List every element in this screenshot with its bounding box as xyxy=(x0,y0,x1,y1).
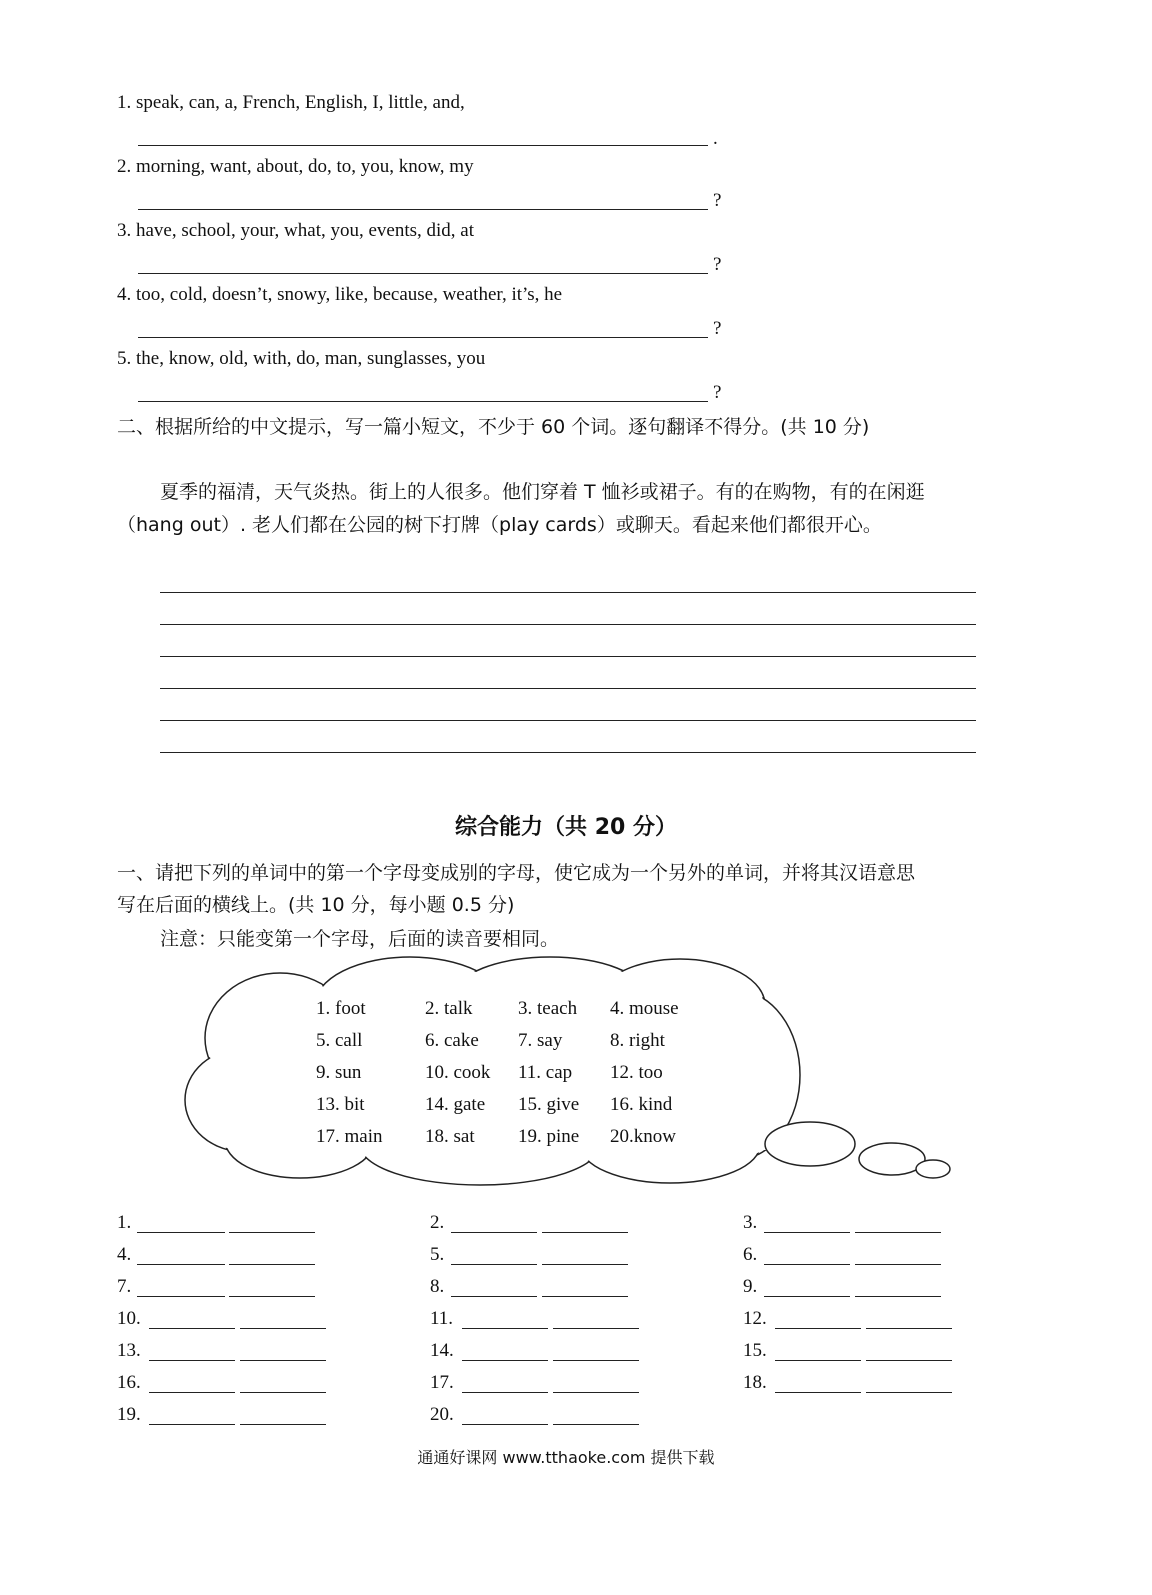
writing-heading: 二、根据所给的中文提示，写一篇小短文，不少于 60 个词。逐句翻译不得分。(共 10 分) xyxy=(117,416,870,438)
answer-blank[interactable] xyxy=(462,1360,548,1361)
instruction-line-2: 写在后面的横线上。(共 10 分，每小题 0.5 分) xyxy=(117,894,515,916)
answer-blank[interactable] xyxy=(553,1424,639,1425)
word-item: 2. talk xyxy=(425,998,473,1019)
answer-number: 14. xyxy=(430,1340,454,1361)
answer-number: 20. xyxy=(430,1404,454,1425)
answer-blank[interactable] xyxy=(149,1392,235,1393)
answer-blank[interactable] xyxy=(149,1424,235,1425)
writing-line[interactable] xyxy=(160,720,976,721)
question-2-end: ? xyxy=(713,190,722,211)
answer-number: 15. xyxy=(743,1340,767,1361)
question-4-end: ? xyxy=(713,318,722,339)
footer-credit: 通通好课网 www.tthaoke.com 提供下载 xyxy=(417,1448,715,1467)
answer-blank[interactable] xyxy=(542,1232,628,1233)
word-item: 14. gate xyxy=(425,1094,486,1115)
answer-blank[interactable] xyxy=(542,1296,628,1297)
answer-number: 4. xyxy=(117,1244,132,1265)
writing-line[interactable] xyxy=(160,624,976,625)
writing-line[interactable] xyxy=(160,592,976,593)
writing-prompt-line-2: （hang out）. 老人们都在公园的树下打牌（play cards）或聊天。看起来他们都很开心。 xyxy=(117,514,882,536)
answer-blank[interactable] xyxy=(462,1328,548,1329)
question-5-words: 5. the, know, old, with, do, man, sunglasses, you xyxy=(117,348,486,369)
answer-number: 7. xyxy=(117,1276,132,1297)
word-item: 6. cake xyxy=(425,1030,479,1051)
question-5-end: ? xyxy=(713,382,722,403)
answer-number: 13. xyxy=(117,1340,141,1361)
answer-number: 6. xyxy=(743,1244,758,1265)
question-4-words: 4. too, cold, doesn’t, snowy, like, because, weather, it’s, he xyxy=(117,284,563,305)
question-3-end: ? xyxy=(713,254,722,275)
word-item: 5. call xyxy=(316,1030,363,1051)
answer-blank[interactable] xyxy=(240,1360,326,1361)
word-item: 10. cook xyxy=(425,1062,491,1083)
answer-line-2[interactable] xyxy=(138,209,708,210)
word-item: 11. cap xyxy=(518,1062,573,1083)
answer-blank[interactable] xyxy=(137,1296,225,1297)
answer-blank[interactable] xyxy=(866,1392,952,1393)
answer-number: 16. xyxy=(117,1372,141,1393)
answer-line-1[interactable] xyxy=(138,145,708,146)
answer-blank[interactable] xyxy=(553,1360,639,1361)
section-title: 综合能力（共 20 分） xyxy=(455,815,677,840)
word-item: 15. give xyxy=(518,1094,580,1115)
word-item: 3. teach xyxy=(518,998,578,1019)
word-item: 19. pine xyxy=(518,1126,580,1147)
answer-number: 10. xyxy=(117,1308,141,1329)
answer-number: 2. xyxy=(430,1212,445,1233)
answer-blank[interactable] xyxy=(462,1392,548,1393)
question-3-words: 3. have, school, your, what, you, events, did, at xyxy=(117,220,475,241)
answer-blank[interactable] xyxy=(229,1264,315,1265)
writing-line[interactable] xyxy=(160,688,976,689)
answer-number: 11. xyxy=(430,1308,454,1329)
answer-blank[interactable] xyxy=(229,1296,315,1297)
answer-number: 8. xyxy=(430,1276,445,1297)
word-item: 12. too xyxy=(610,1062,663,1083)
answer-number: 18. xyxy=(743,1372,767,1393)
answer-number: 1. xyxy=(117,1212,132,1233)
answer-number: 5. xyxy=(430,1244,445,1265)
writing-prompt-line-1: 夏季的福清，天气炎热。街上的人很多。他们穿着 T 恤衫或裙子。有的在购物，有的在闲逛 xyxy=(160,481,925,503)
word-item: 20.know xyxy=(610,1126,676,1147)
answer-blank[interactable] xyxy=(542,1264,628,1265)
word-item: 4. mouse xyxy=(610,998,679,1019)
word-item: 17. main xyxy=(316,1126,383,1147)
answer-blank[interactable] xyxy=(553,1328,639,1329)
question-2-words: 2. morning, want, about, do, to, you, know, my xyxy=(117,156,474,177)
answer-blank[interactable] xyxy=(764,1232,850,1233)
answer-blank[interactable] xyxy=(149,1328,235,1329)
answer-blank[interactable] xyxy=(866,1328,952,1329)
answer-blank[interactable] xyxy=(855,1232,941,1233)
answer-blank[interactable] xyxy=(451,1264,537,1265)
word-item: 16. kind xyxy=(610,1094,673,1115)
writing-line[interactable] xyxy=(160,752,976,753)
answer-line-4[interactable] xyxy=(138,337,708,338)
instruction-note: 注意：只能变第一个字母，后面的读音要相同。 xyxy=(160,928,560,950)
word-item: 9. sun xyxy=(316,1062,362,1083)
answer-blank[interactable] xyxy=(240,1424,326,1425)
word-item: 7. say xyxy=(518,1030,563,1051)
writing-line[interactable] xyxy=(160,656,976,657)
answer-line-3[interactable] xyxy=(138,273,708,274)
instruction-line-1: 一、请把下列的单词中的第一个字母变成别的字母，使它成为一个另外的单词，并将其汉语意思 xyxy=(117,862,916,884)
answer-blank[interactable] xyxy=(451,1296,537,1297)
answer-blank[interactable] xyxy=(240,1328,326,1329)
answer-number: 9. xyxy=(743,1276,758,1297)
answer-blank[interactable] xyxy=(855,1264,941,1265)
word-item: 8. right xyxy=(610,1030,665,1051)
answer-number: 17. xyxy=(430,1372,454,1393)
answer-blank[interactable] xyxy=(866,1360,952,1361)
answer-blank[interactable] xyxy=(149,1360,235,1361)
answer-line-5[interactable] xyxy=(138,401,708,402)
answer-blank[interactable] xyxy=(855,1296,941,1297)
answer-number: 3. xyxy=(743,1212,758,1233)
answer-blank[interactable] xyxy=(462,1424,548,1425)
answer-blank[interactable] xyxy=(137,1264,225,1265)
word-item: 13. bit xyxy=(316,1094,365,1115)
answer-blank[interactable] xyxy=(764,1296,850,1297)
answer-blank[interactable] xyxy=(775,1392,861,1393)
answer-number: 12. xyxy=(743,1308,767,1329)
answer-blank[interactable] xyxy=(137,1232,225,1233)
word-item: 1. foot xyxy=(316,998,366,1019)
answer-blank[interactable] xyxy=(240,1392,326,1393)
answer-blank[interactable] xyxy=(775,1328,861,1329)
answer-blank[interactable] xyxy=(775,1360,861,1361)
question-1-words: 1. speak, can, a, French, English, I, little, and, xyxy=(117,92,465,113)
answer-blank[interactable] xyxy=(451,1232,537,1233)
answer-number: 19. xyxy=(117,1404,141,1425)
word-item: 18. sat xyxy=(425,1126,475,1147)
question-1-end: . xyxy=(713,128,718,149)
answer-blank[interactable] xyxy=(229,1232,315,1233)
answer-blank[interactable] xyxy=(764,1264,850,1265)
answer-blank[interactable] xyxy=(553,1392,639,1393)
